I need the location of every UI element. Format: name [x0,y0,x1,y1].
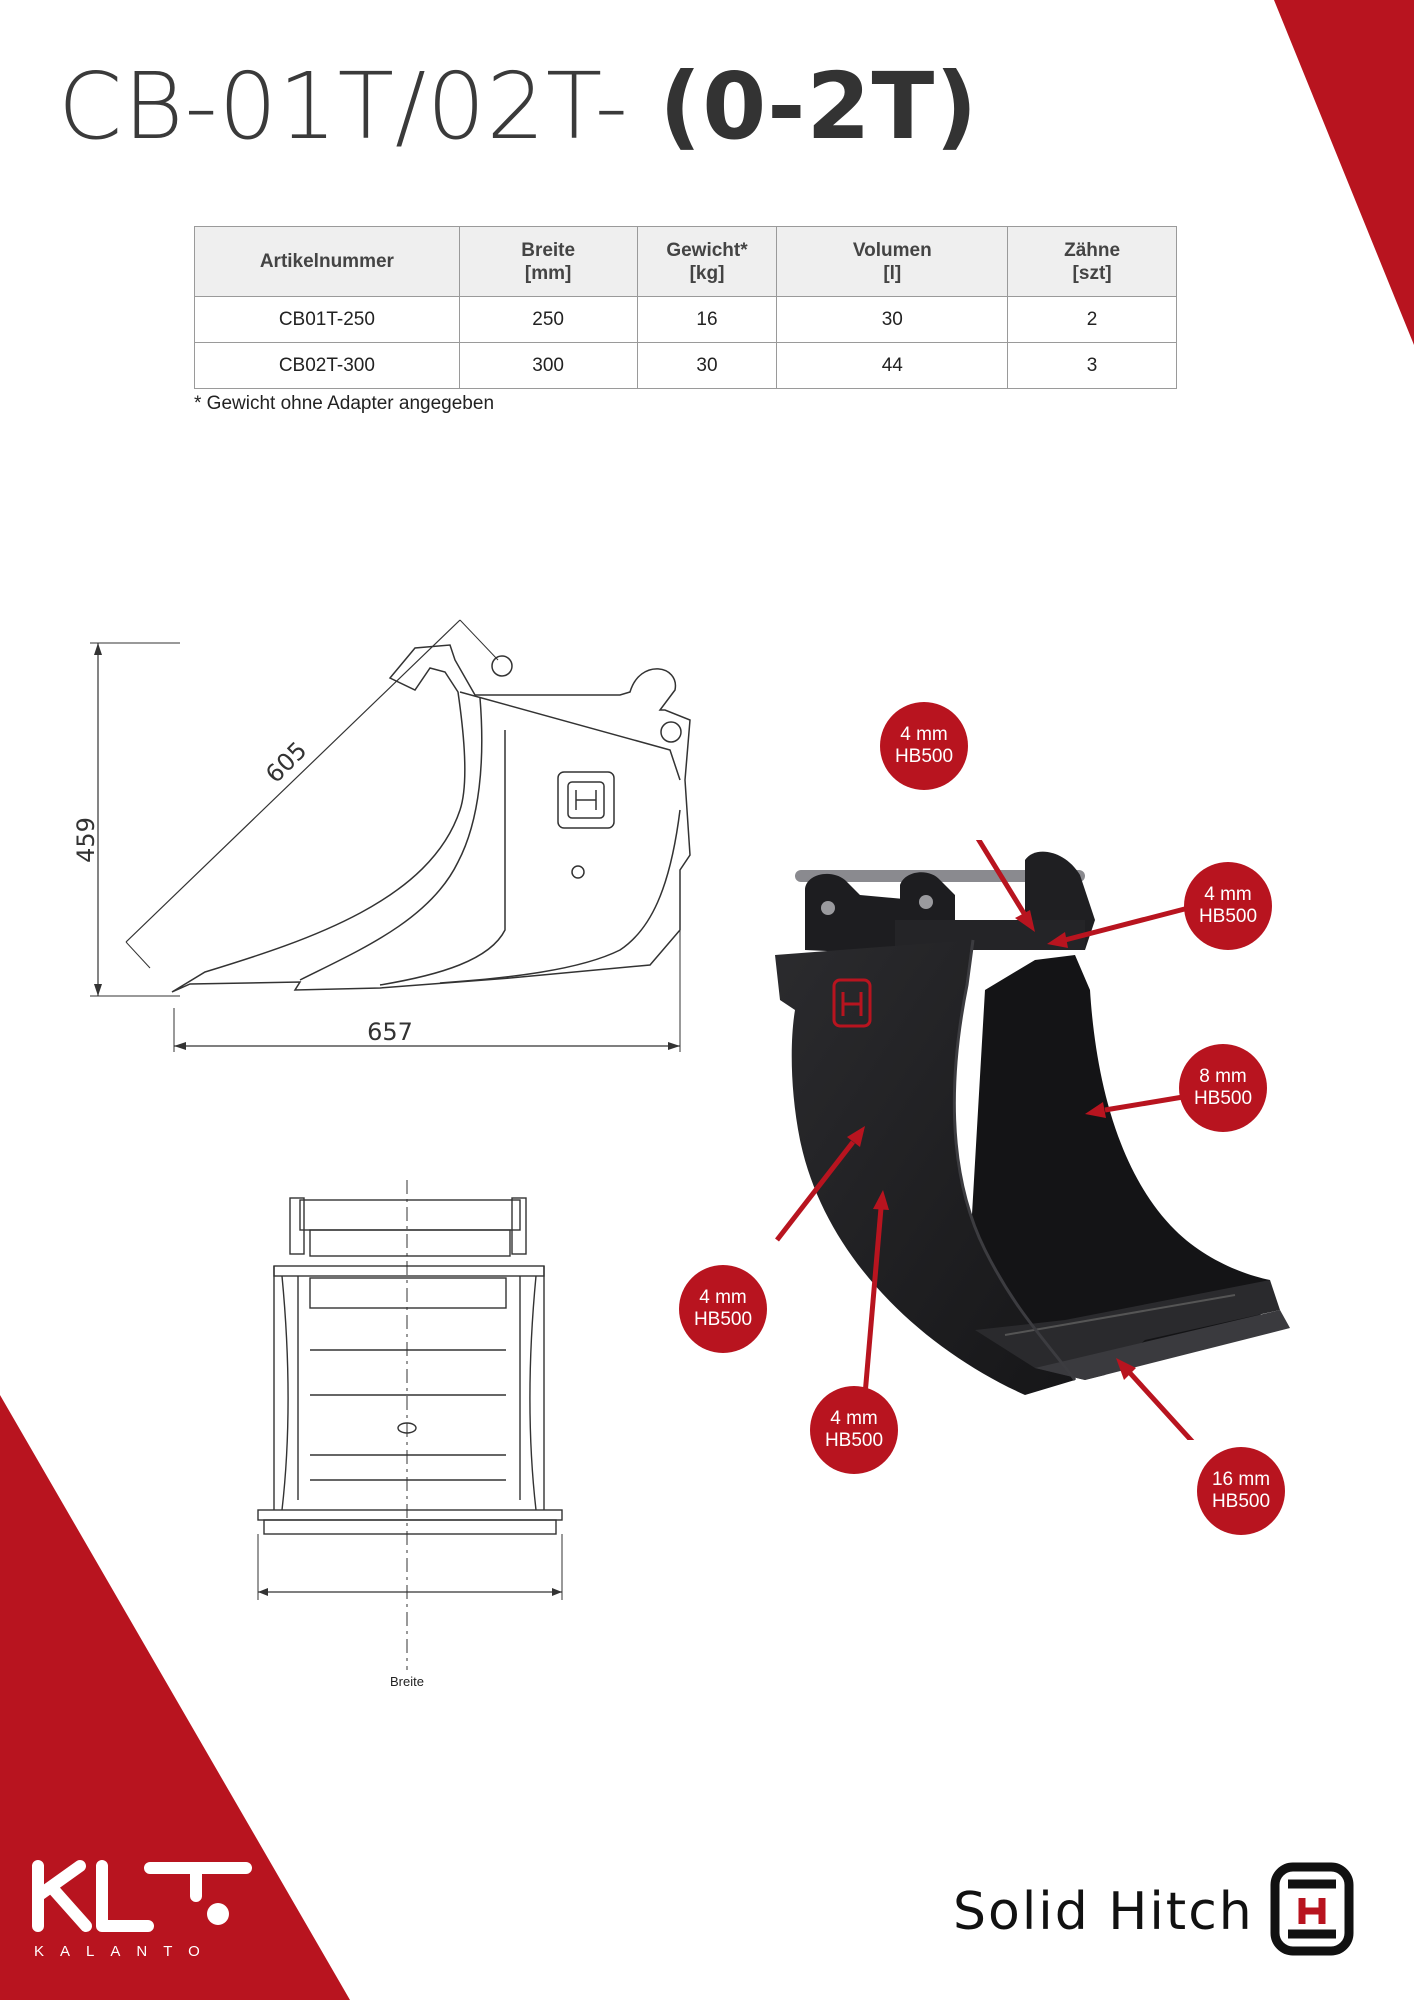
footnote: * Gewicht ohne Adapter angegeben [194,393,495,414]
header-zaehne: Zähne [szt] [1008,227,1177,297]
spec-table [194,226,1177,389]
cell-breite: 300 [459,343,637,389]
front-view-drawing [250,1180,580,1710]
dim-depth: 657 [367,1018,413,1046]
solid-hitch-logo [1270,1862,1354,1956]
cell-artikelnummer: CB01T-250 [195,297,460,343]
table-row [195,343,1177,389]
dim-width-label: Breite [390,1674,424,1689]
dim-height: 459 [72,817,100,863]
header-artikelnummer: Artikelnummer [195,227,460,297]
cell-breite: 250 [459,297,637,343]
klt-logo [30,1858,260,1933]
cell-volumen: 30 [777,297,1008,343]
callout-thickness: 4 mm HB500 [1184,862,1272,950]
corner-decoration-top-right [1214,0,1414,345]
callout-thickness: 4 mm HB500 [679,1265,767,1353]
callout-thickness: 8 mm HB500 [1179,1044,1267,1132]
klt-logo-subtitle: KALANTO [34,1943,216,1960]
table-row [195,297,1177,343]
solid-hitch-wordmark: Solid Hitch [953,1882,1254,1942]
cell-artikelnummer: CB02T-300 [195,343,460,389]
title-main: CB-01T/02T- [58,53,629,160]
side-view-drawing [60,600,700,1060]
callout-thickness: 4 mm HB500 [810,1386,898,1474]
callout-thickness: 4 mm HB500 [880,702,968,790]
page-title [58,52,978,162]
cell-zaehne: 2 [1008,297,1177,343]
table-header-row [195,227,1177,297]
cell-gewicht: 16 [637,297,777,343]
cell-zaehne: 3 [1008,343,1177,389]
header-volumen: Volumen [l] [777,227,1008,297]
callout-thickness: 16 mm HB500 [1197,1447,1285,1535]
header-gewicht: Gewicht* [kg] [637,227,777,297]
dim-length: 605 [260,736,313,789]
cell-volumen: 44 [777,343,1008,389]
cell-gewicht: 30 [637,343,777,389]
header-breite: Breite [mm] [459,227,637,297]
title-bold: (0-2T) [659,53,979,160]
